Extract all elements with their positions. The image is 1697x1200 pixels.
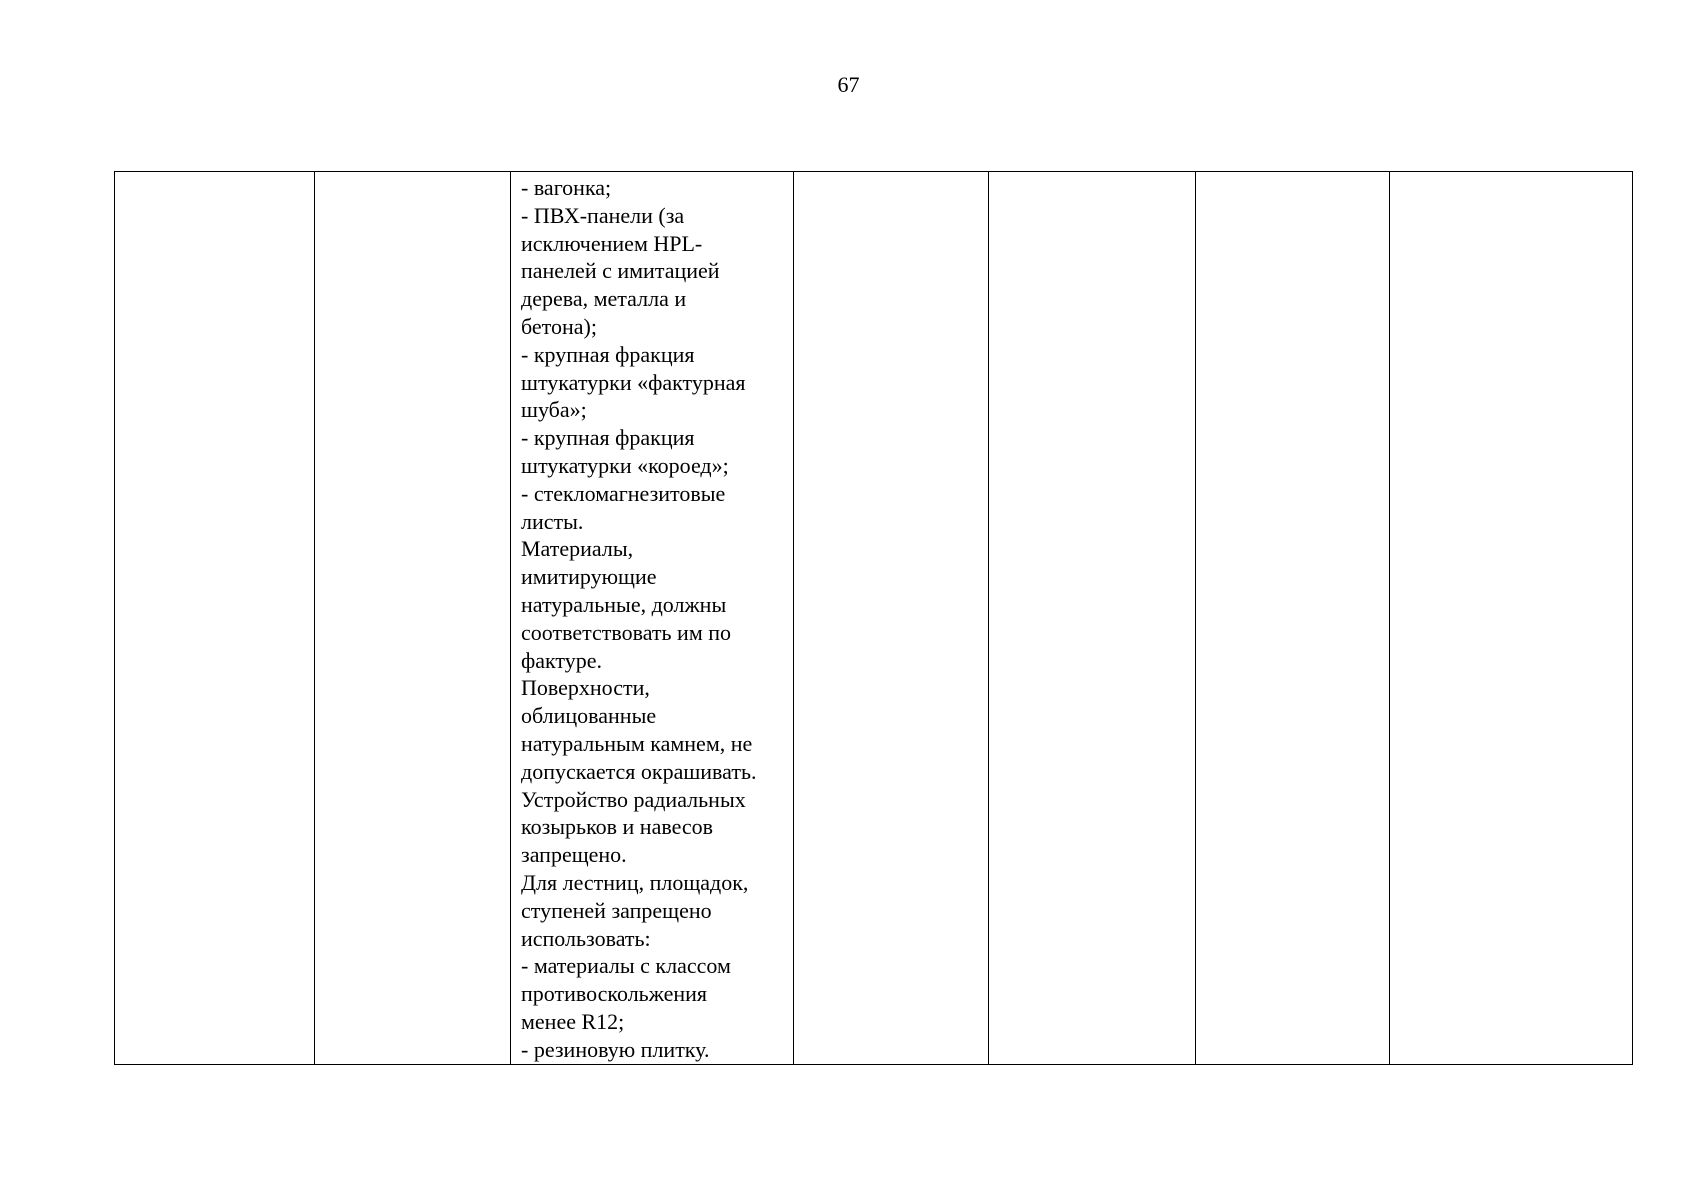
text-line: - вагонка; (521, 175, 612, 200)
text-line: Материалы, (521, 536, 634, 562)
text-line: ступеней запрещено (521, 897, 712, 923)
text-line: - ПВХ-панели (за (521, 202, 685, 228)
text-line: соответствовать им по (521, 619, 732, 645)
text-line: запрещено. (521, 842, 627, 868)
text-line: менее R12; (521, 1008, 625, 1034)
table-cell-1 (115, 172, 315, 1065)
table-cell-5 (989, 172, 1196, 1065)
text-line: шуба»; (521, 397, 587, 423)
text-line: Поверхности, (521, 675, 650, 701)
text-line: листы. (521, 508, 584, 534)
text-line: имитирующие (521, 564, 657, 590)
table-row (115, 172, 1633, 1065)
content-table (114, 171, 1633, 1065)
text-line: дерева, металла и (521, 286, 687, 312)
table-cell-3-requirements (511, 172, 794, 1065)
text-line: допускается окрашивать. (521, 758, 757, 784)
requirements-text (511, 172, 793, 1064)
text-line: использовать: (521, 925, 651, 951)
text-line: штукатурки «короед»; (521, 452, 729, 478)
text-line: Для лестниц, площадок, (521, 869, 749, 895)
table-cell-6 (1196, 172, 1390, 1065)
text-line: - крупная фракция (521, 425, 695, 451)
text-line: козырьков и навесов (521, 814, 714, 840)
text-line: - крупная фракция (521, 341, 695, 367)
table-cell-4 (794, 172, 989, 1065)
text-line: штукатурки «фактурная (521, 369, 746, 395)
text-line: натуральные, должны (521, 591, 727, 617)
text-line: панелей с имитацией (521, 258, 720, 284)
table-cell-7 (1390, 172, 1633, 1065)
text-line: бетона); (521, 313, 597, 339)
text-line: фактуре. (521, 647, 603, 673)
text-line: противоскольжения (521, 981, 708, 1007)
text-line: натуральным камнем, не (521, 730, 753, 756)
text-line: исключением HPL- (521, 230, 703, 256)
text-line: - материалы с классом (521, 953, 731, 979)
text-line: Устройство радиальных (521, 786, 746, 812)
text-line: облицованные (521, 703, 657, 729)
page-number: 67 (837, 72, 860, 97)
text-line: - резиновую плитку. (521, 1036, 710, 1062)
text-line: - стекломагнезитовые (521, 480, 726, 506)
table-cell-2 (315, 172, 511, 1065)
